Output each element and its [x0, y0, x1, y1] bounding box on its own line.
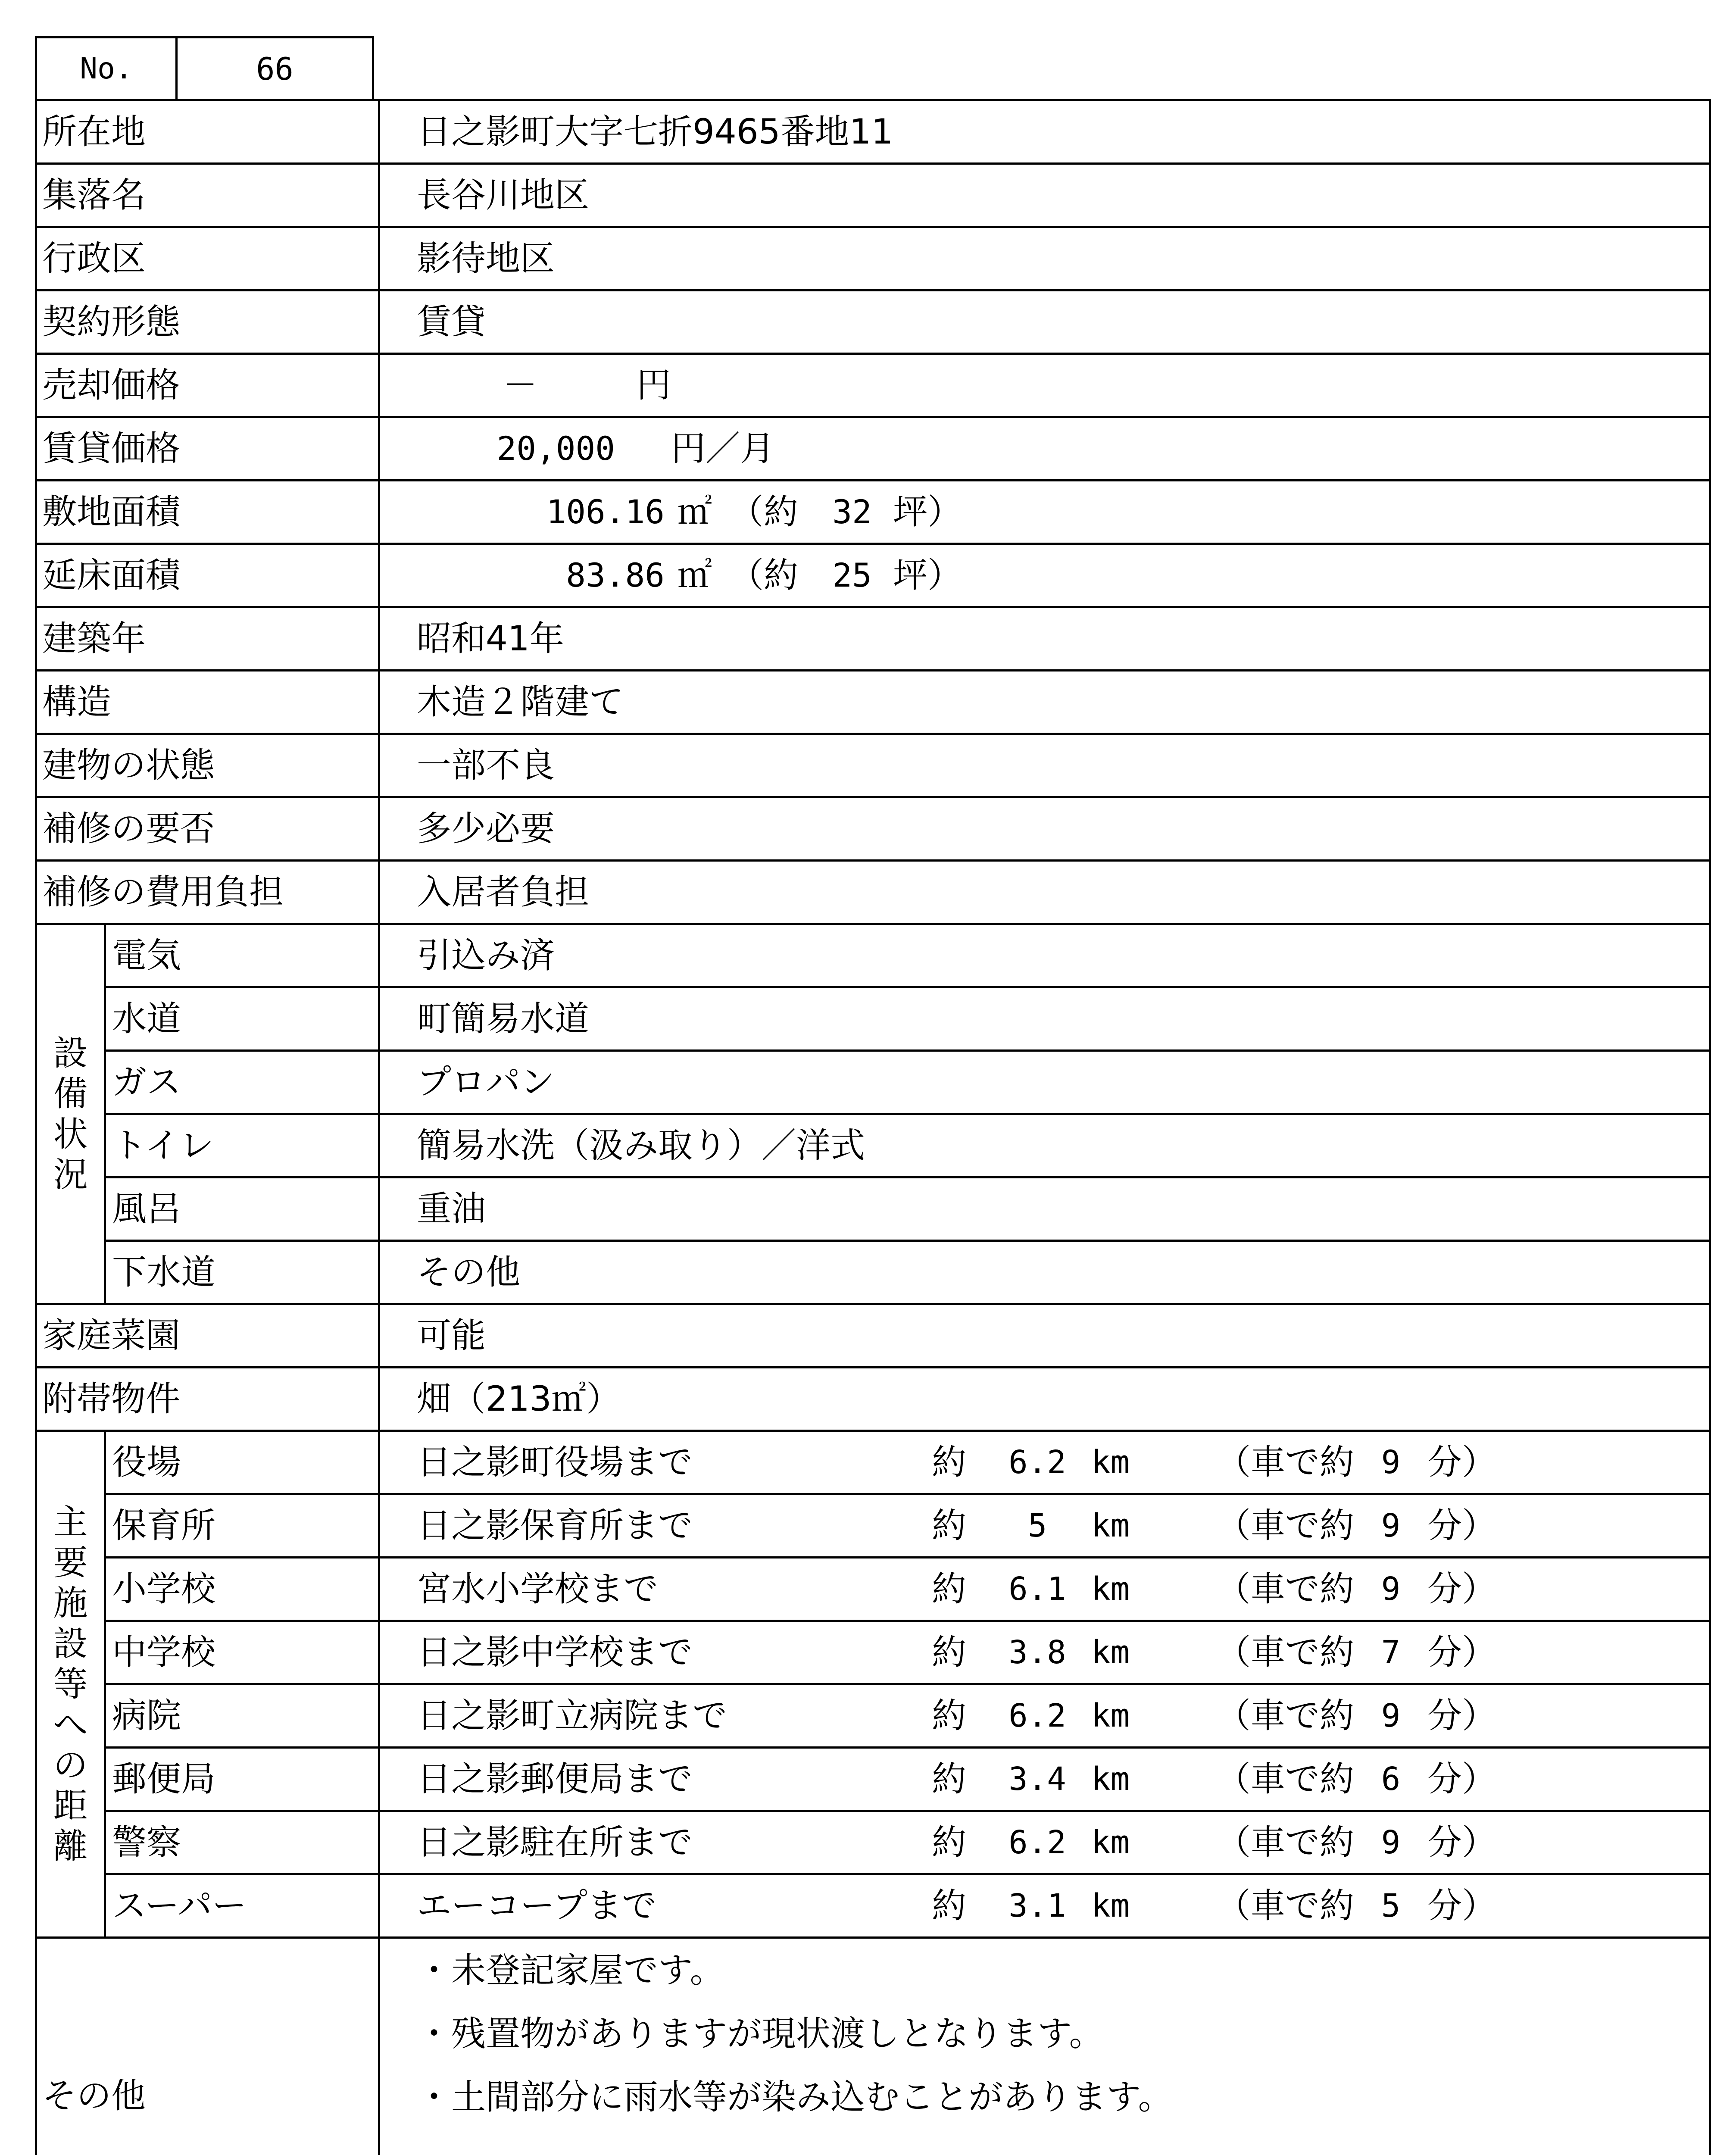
settlement-value: 長谷川地区 [379, 164, 1710, 227]
contract-type-label: 契約形態 [36, 290, 379, 354]
row-contract-type [36, 290, 1710, 354]
facility-value: 簡易水洗（汲み取り）／洋式 [379, 1114, 1710, 1177]
admin-district-label: 行政区 [36, 227, 379, 290]
structure-value: 木造２階建て [379, 671, 1710, 734]
row-other [36, 1938, 1710, 2155]
facility-row [36, 1241, 1710, 1304]
distance-km: 5 [1027, 1507, 1047, 1544]
distances-group-label [36, 1431, 105, 1938]
drive-time-minutes: 9 [1381, 1697, 1401, 1734]
distance-row [36, 1811, 1710, 1874]
distance-km: 3.4 [1009, 1761, 1066, 1798]
distance-unit: km [1091, 1571, 1130, 1608]
facility-row [36, 1051, 1710, 1114]
floor-area-tsubo: 25 [832, 556, 872, 594]
drive-time-unit: 分） [1427, 1569, 1496, 1609]
facility-row [36, 1177, 1710, 1241]
site-area-unit: ㎡ [678, 492, 712, 532]
distance-unit: km [1091, 1761, 1130, 1798]
other-notes [379, 1938, 1710, 2155]
facility-value: 引込み済 [379, 924, 1710, 987]
garden-label: 家庭菜園 [36, 1304, 379, 1368]
facility-label: 下水道 [105, 1241, 379, 1304]
row-attached [36, 1368, 1710, 1431]
drive-time-unit: 分） [1427, 1505, 1496, 1546]
facility-label: 水道 [105, 987, 379, 1051]
contract-type-value: 賃貸 [379, 290, 1710, 354]
row-rent-price [36, 417, 1710, 481]
rent-price-label: 賃貸価格 [36, 417, 379, 481]
drive-time-unit: 分） [1427, 1759, 1496, 1799]
distance-unit: km [1091, 1634, 1130, 1671]
repair-cost-label: 補修の費用負担 [36, 861, 379, 924]
facility-row [36, 924, 1710, 987]
drive-time-unit: 分） [1427, 1696, 1496, 1736]
garden-value: 可能 [379, 1304, 1710, 1368]
property-sheet [35, 36, 1709, 2155]
built-year-value: 昭和41年 [379, 607, 1710, 671]
distance-approx: 約 [932, 1442, 966, 1482]
row-garden [36, 1304, 1710, 1368]
distance-approx: 約 [932, 1759, 966, 1799]
distance-approx: 約 [932, 1505, 966, 1546]
row-structure [36, 671, 1710, 734]
distance-destination: 日之影郵便局まで [417, 1759, 693, 1799]
floor-area-approx: （約 [729, 555, 798, 595]
distance-destination: 日之影町役場まで [417, 1442, 693, 1482]
repair-cost-value: 入居者負担 [379, 861, 1710, 924]
number-box [35, 36, 374, 99]
facility-label: 風呂 [105, 1177, 379, 1241]
drive-time-minutes: 9 [1381, 1507, 1401, 1544]
distance-cell [379, 1494, 1710, 1558]
location-value: 日之影町大字七折9465番地11 [379, 100, 1710, 164]
drive-time-minutes: 7 [1381, 1634, 1401, 1671]
attached-label: 附帯物件 [36, 1368, 379, 1431]
facilities-group-label [36, 924, 105, 1304]
row-sale-price [36, 354, 1710, 417]
distance-label: 役場 [105, 1431, 379, 1494]
site-area-value: 106.16 [546, 493, 665, 531]
distance-approx: 約 [932, 1569, 966, 1609]
building-condition-value: 一部不良 [379, 734, 1710, 797]
facility-value: その他 [379, 1241, 1710, 1304]
facility-row [36, 1114, 1710, 1177]
row-building-condition [36, 734, 1710, 797]
row-repair-cost [36, 861, 1710, 924]
sale-price-label: 売却価格 [36, 354, 379, 417]
distance-label: 小学校 [105, 1558, 379, 1621]
distance-km: 6.2 [1009, 1697, 1066, 1734]
distance-approx: 約 [932, 1822, 966, 1862]
note-item: ・未登記家屋です。 [417, 1950, 724, 1990]
distance-km: 3.8 [1009, 1634, 1066, 1671]
distance-unit: km [1091, 1887, 1130, 1924]
distance-label: 病院 [105, 1684, 379, 1748]
drive-time-prefix: （車で約 [1216, 1886, 1354, 1926]
row-admin-district [36, 227, 1710, 290]
site-area-tsubo-unit: 坪） [893, 492, 962, 532]
facilities-group-text: 設備状況 [53, 1033, 88, 1195]
facility-label: ガス [105, 1051, 379, 1114]
distance-destination: 日之影保育所まで [417, 1505, 693, 1546]
distance-cell [379, 1874, 1710, 1938]
distance-cell [379, 1748, 1710, 1811]
building-condition-label: 建物の状態 [36, 734, 379, 797]
drive-time-unit: 分） [1427, 1442, 1496, 1482]
facility-label: 電気 [105, 924, 379, 987]
note-item: ・残置物がありますが現状渡しとなります。 [417, 2013, 1104, 2054]
site-area-tsubo: 32 [832, 493, 872, 531]
distance-cell [379, 1558, 1710, 1621]
distance-destination: 宮水小学校まで [417, 1569, 658, 1609]
distance-row [36, 1558, 1710, 1621]
drive-time-prefix: （車で約 [1216, 1569, 1354, 1609]
floor-area-value: 83.86 [566, 556, 665, 594]
row-repair-needed [36, 797, 1710, 861]
sale-price-cell [379, 354, 1710, 417]
rent-price-value: 20,000 [496, 429, 615, 468]
distance-km: 6.1 [1009, 1571, 1066, 1608]
floor-area-cell [379, 544, 1710, 607]
location-label: 所在地 [36, 100, 379, 164]
rent-price-unit: 円／月 [671, 428, 774, 468]
distance-unit: km [1091, 1697, 1130, 1734]
distances-group-text: 主要施設等への距離 [53, 1502, 88, 1866]
distance-destination: 日之影中学校まで [417, 1632, 693, 1672]
facility-value: プロパン [379, 1051, 1710, 1114]
floor-area-unit: ㎡ [678, 555, 712, 595]
distance-approx: 約 [932, 1696, 966, 1736]
distance-cell [379, 1811, 1710, 1874]
distance-label: スーパー [105, 1874, 379, 1938]
distance-label: 保育所 [105, 1494, 379, 1558]
distance-row [36, 1684, 1710, 1748]
drive-time-minutes: 9 [1381, 1444, 1401, 1481]
sale-price-unit: 円 [637, 365, 671, 405]
facility-value: 町簡易水道 [379, 987, 1710, 1051]
distance-approx: 約 [932, 1632, 966, 1672]
attached-value: 畑（213㎡） [379, 1368, 1710, 1431]
distance-cell [379, 1621, 1710, 1684]
distance-row [36, 1621, 1710, 1684]
property-table [35, 99, 1711, 2155]
drive-time-unit: 分） [1427, 1632, 1496, 1672]
drive-time-unit: 分） [1427, 1822, 1496, 1862]
distance-km: 6.2 [1009, 1824, 1066, 1861]
floor-area-label: 延床面積 [36, 544, 379, 607]
distance-km: 3.1 [1009, 1887, 1066, 1924]
note-item: ・土間部分に雨水等が染み込むことがあります。 [417, 2077, 1173, 2117]
distance-row [36, 1874, 1710, 1938]
number-label: No. [37, 38, 178, 99]
facility-row [36, 987, 1710, 1051]
distance-row [36, 1494, 1710, 1558]
rent-price-cell [379, 417, 1710, 481]
drive-time-unit: 分） [1427, 1886, 1496, 1926]
distance-unit: km [1091, 1444, 1130, 1481]
drive-time-prefix: （車で約 [1216, 1442, 1354, 1482]
built-year-label: 建築年 [36, 607, 379, 671]
distance-label: 郵便局 [105, 1748, 379, 1811]
distance-km: 6.2 [1009, 1444, 1066, 1481]
drive-time-prefix: （車で約 [1216, 1505, 1354, 1546]
other-label: その他 [36, 1938, 379, 2155]
structure-label: 構造 [36, 671, 379, 734]
drive-time-prefix: （車で約 [1216, 1822, 1354, 1862]
drive-time-prefix: （車で約 [1216, 1759, 1354, 1799]
floor-area-tsubo-unit: 坪） [893, 555, 962, 595]
distance-destination: 日之影町立病院まで [417, 1696, 727, 1736]
settlement-label: 集落名 [36, 164, 379, 227]
distance-unit: km [1091, 1507, 1130, 1544]
drive-time-minutes: 9 [1381, 1824, 1401, 1861]
facility-value: 重油 [379, 1177, 1710, 1241]
site-area-approx: （約 [729, 492, 798, 532]
distance-destination: 日之影駐在所まで [417, 1822, 693, 1862]
sale-price-value: － [503, 365, 537, 405]
site-area-cell [379, 481, 1710, 544]
distance-label: 警察 [105, 1811, 379, 1874]
distance-cell [379, 1684, 1710, 1748]
distance-destination: エーコープまで [417, 1886, 656, 1926]
number-value: 66 [256, 50, 293, 87]
row-settlement [36, 164, 1710, 227]
drive-time-prefix: （車で約 [1216, 1696, 1354, 1736]
drive-time-minutes: 5 [1381, 1887, 1401, 1924]
admin-district-value: 影待地区 [379, 227, 1710, 290]
drive-time-minutes: 6 [1381, 1761, 1401, 1798]
row-location [36, 100, 1710, 164]
distance-row [36, 1748, 1710, 1811]
distance-row [36, 1431, 1710, 1494]
distance-label: 中学校 [105, 1621, 379, 1684]
drive-time-minutes: 9 [1381, 1571, 1401, 1608]
repair-needed-value: 多少必要 [379, 797, 1710, 861]
row-floor-area [36, 544, 1710, 607]
distance-unit: km [1091, 1824, 1130, 1861]
site-area-label: 敷地面積 [36, 481, 379, 544]
distance-approx: 約 [932, 1886, 966, 1926]
drive-time-prefix: （車で約 [1216, 1632, 1354, 1672]
facility-label: トイレ [105, 1114, 379, 1177]
row-site-area [36, 481, 1710, 544]
repair-needed-label: 補修の要否 [36, 797, 379, 861]
row-built-year [36, 607, 1710, 671]
distance-cell [379, 1431, 1710, 1494]
